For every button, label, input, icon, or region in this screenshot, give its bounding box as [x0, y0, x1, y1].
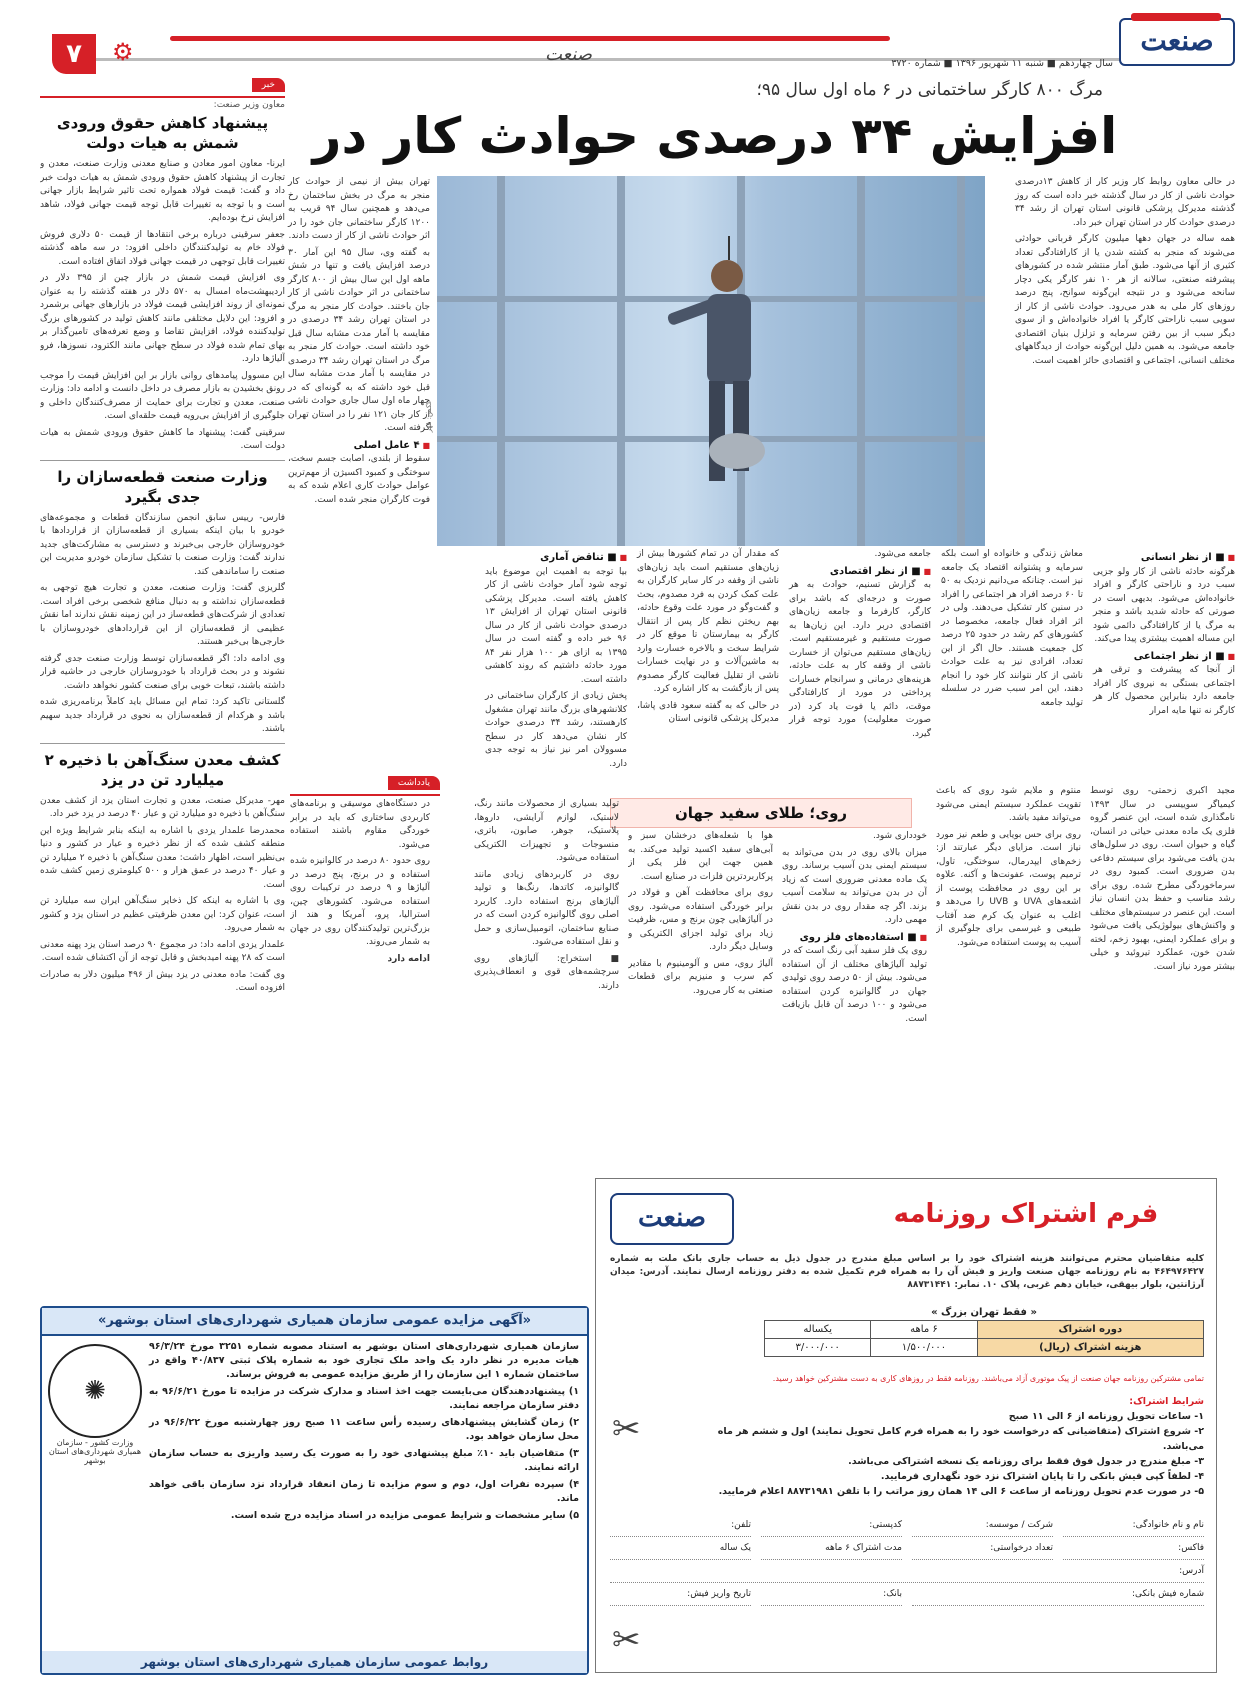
scissors-icon: ✂ — [612, 1620, 641, 1660]
page-number: ۷ — [52, 34, 96, 74]
sidebar — [40, 78, 285, 1298]
company-field[interactable]: شرکت / موسسه: — [912, 1514, 1053, 1537]
sidebar-story3-p: محمدرضا علمدار یزدی با اشاره به اینکه بنابر شرایط ویژه این منطقه کشف شده که از نظر ذخیره و عیار در کشور و دنیا بی‌نظیر است، اظهار داشت: معدن سنگ‌آهن با ذخیره ۲ میلیارد تن و عیار ۴۰ درصد در عمق هزار و ۵۰۰ کیلومتری زمین کشف شده است. — [40, 825, 285, 890]
zinc-p: آلیاژ روی، مس و آلومینیوم با مقادیر کم سرب و منیزیم برای قطعات صنعتی به کار می‌رود. — [628, 958, 773, 996]
fax-field[interactable]: فاکس: — [1063, 1537, 1204, 1560]
lead-row-col-5 — [485, 548, 627, 774]
phone-field[interactable]: تلفن: — [610, 1514, 751, 1537]
zinc-p: تولید بسیاری از محصولات مانند رنگ، لاستیک، لوازم آرایشی، داروها، پلاستیک، جوهر، صابون، باتری، منسوجات و تجهیزات الکتریکی استفاده می‌شود. — [474, 799, 619, 863]
subscription-title: فرم اشتراک روزنامه — [893, 1199, 1159, 1229]
scissors-icon: ✂ — [612, 1409, 641, 1449]
zinc-col-1 — [1090, 785, 1235, 1170]
subscription-logo: صنعت — [610, 1193, 734, 1245]
zinc-p: خودداری شود. — [872, 831, 927, 841]
zinc-p: در دستگاه‌های موسیقی و برنامه‌های کاربردی ساختاری که باید در برابر خوردگی مقاوم باشند استفاده می‌شود. — [290, 799, 430, 850]
lead-subhead-economic: ■ ■ از نظر اقتصادی — [789, 565, 931, 579]
sidebar-story3-p: مهر- مدیرکل صنعت، معدن و تجارت استان یزد از کشف معدن سنگ‌آهن با ذخیره دو میلیارد تن و عیار ۴۰ درصد در یزد خبر داد. — [40, 795, 285, 819]
term-item: ۳- مبلغ مندرج در جدول فوق فقط برای روزنامه یک نسخه اشتراکی می‌باشد. — [848, 1456, 1204, 1467]
lead-col1-p2: همه ساله در جهان دهها میلیون کارگر قربانی حوادثی می‌شوند که منجر به کشته شدن یا از کارافتادگی تعداد کثیری از آنها می‌شود. طبق آمار منتشر شده در کشورهای پیشرفته صنعتی، سالانه از هر ۱۰ نفر کارگر یکی دچار سانحه می‌شود و در نتیجه این‌گونه سوانح، پنج درصد روزهای کار ملی به هدر می‌رود. حوادث ناشی از کار از سویی سبب ناراحتی کارگر یا افراد خانواده‌اش و از سوی دیگر سبب از بین رفتن سرمایه و تزلزل بنیان اقتصادی جامعه می‌شود. به همین دلیل این‌گونه حوادث از دیدگاههای مختلف انسانی، اجتماعی و اقتصادی حائز اهمیت است. — [1015, 234, 1235, 366]
newspaper-logo — [1119, 18, 1235, 66]
sidebar-section-tag: خبر — [252, 78, 285, 92]
bank-field[interactable]: بانک: — [761, 1583, 902, 1606]
subscription-fields — [610, 1514, 1204, 1606]
lead-row-p: به گزارش تسنیم، حوادث به هر صورت و درجه‌ای که باشد برای کارگر، کارفرما و جامعه زیان‌های اقتصادی دربر دارد. این زیان‌ها به صورت مستقیم و غیرمستقیم است. زیان‌های مستقیم می‌توان از خسارت ناشی از وقفه کار به علت حادثه، هزینه‌های درمانی و سرانجام خسارات پرداختی در مورد از کارافتادگی موقت، دائم یا فوت یاد کرد (در صورت معلولیت) مورد توجه قرار گیرد. — [789, 580, 931, 739]
sidebar-story2-p: فارس- رییس سابق انجمن سازندگان قطعات و مجموعه‌های خودرو با بیان اینکه بسیاری از قطعه‌سازان از قراردادها با خودروسازان خارجی بی‌خبرند و دسترسی به مشارکت‌های جدید ندارند گفت: وزارت صنعت با تشکیل سازمان خودرو مدیریت این صنعت را ساماندهی کند. — [40, 512, 285, 577]
zinc-p: ■ استخراج: آلیاژهای روی سرچشمه‌های قوی و انعطاف‌پذیری دارند. — [474, 953, 619, 991]
receipt-number-field[interactable]: شماره فیش بانکی: — [912, 1583, 1204, 1606]
sidebar-story1-p: سرقینی گفت: پیشنهاد ما کاهش حقوق ورودی شمش به هیات دولت است. — [40, 427, 285, 451]
cost-cell: ۱/۵۰۰/۰۰۰ — [871, 1339, 977, 1357]
sidebar-divider — [40, 743, 285, 744]
sidebar-divider — [40, 460, 285, 461]
photo-credit: عکس: مهر — [425, 400, 433, 433]
lead-subhead-social: ■ ■ از نظر اجتماعی — [1093, 650, 1235, 664]
sidebar-story2-p: گلریزی گفت: وزارت صنعت، معدن و تجارت هیچ توجهی به قطعه‌سازان نداشته و به دنبال منافع شخصی برخی افراد است. تعدادی از شرکت‌های قطعه‌ساز در این زمینه نقش ندارند اما نقش عظیمی از قطعه‌سازان از این قراردادهای خودروسازان با خارجی‌ها بی‌خبر هستند. — [40, 583, 285, 647]
lead-row-p: در حالی که به گفته سعود قادی پاشا، مدیرکل پزشکی قانونی استان — [637, 700, 779, 724]
zinc-p: روی حدود ۸۰ درصد در کالوانیزه شده استفاده و در برنج، پنج درصد در آلیاژها و ۹ درصد در ترکیبات روی استفاده می‌شود. کشورهای چین، استرالیا، پرو، آمریکا و هند از بزرگ‌ترین تولیدکنندگان روی در جهان به شمار می‌روند. — [290, 856, 430, 947]
photo-mullion — [497, 176, 505, 546]
sidebar-story3-p: وی گفت: ماده معدنی در یزد بیش از ۴۹۶ میلیون دلار به صادرات افزوده است. — [40, 969, 285, 993]
ministry-emblem-icon: ✺ — [48, 1344, 142, 1438]
subscription-intro: کلیه متقاضیان محترم می‌توانند هزینه اشتراک خود را بر اساس مبلغ مندرج در جدول ذیل به حساب جاری بانک ملت به شماره ۴۶۴۹۷۶۴۲۷ به نام روزنامه جهان صنعت واریز و فیش آن را به همراه فرم تکمیل شده به دفتر روزنامه ارسال نمایند. آدرس: میدان آرژانتین، بلوار بیهقی، خیابان دهم غربی، پلاک ۱۰. نمابر: ۸۸۷۳۱۴۴۱ — [610, 1254, 1204, 1290]
masthead-title: صنعت — [545, 44, 593, 65]
six-month-checkbox[interactable]: مدت اشتراک ۶ ماهه — [761, 1537, 902, 1560]
zinc-subhead: ■ ■ استفاده‌های فلز روی — [782, 931, 927, 945]
lead-row-p: بیا توجه به اهمیت این موضوع باید توجه شود آمار حوادث ناشی از کار کاهش یافته است. مدیرکل پزشکی قانونی استان تهران از افزایش ۱۳ درصدی حوادث ناشی از کار در سال ۹۶ خبر داده و گفته است در سال ۱۳۹۵ به ازای هر ۱۰۰ هزار نفر ۸۴ مورد حادثه داشتیم که روند کاهشی داشته است. — [485, 566, 627, 685]
zinc-p: روی برای حس بویایی و طعم نیز مورد نیاز است. مزایای دیگر عبارتند از: زخم‌های ایپدرمال، سوختگی، تاول، ترمیم پوست، عفونت‌ها و آکنه. علاوه بر این روی در محافظت پوست از اشعه‌های UVA و UVB را می‌دهد و اغلب به عنوان یک کرم ضد آفتاب طبیعی و غیرسمی برای جلوگیری از آسیب به پوست استفاده می‌شود. — [936, 829, 1081, 948]
auction-ad-title: «آگهی مزایده عمومی سازمان همیاری شهرداری‌های استان بوشهر» — [42, 1308, 587, 1336]
lead-row-p: جامعه می‌شود. — [874, 549, 931, 559]
price-table-title: « فقط تهران بزرگ » — [931, 1307, 1037, 1318]
auction-line: ۱) پیشنهاددهندگان می‌بایست جهت اخذ اسناد و مدارک شرکت در مزایده تا مورخ ۹۶/۶/۲۱ به دفتر سازمان مراجعه نمایند. — [149, 1386, 579, 1411]
gear-icon: ⚙ — [112, 38, 134, 66]
postal-code-field[interactable]: کدپستی: — [761, 1514, 902, 1537]
photo-mullion — [617, 176, 625, 546]
sidebar-story1-p: جعفر سرقینی درباره برخی انتقادها از قیمت ۵۰ دلاری فروش فولاد خام به تولیدکنندگان داخلی افزود: در سه ماهه گذشته تغییرات قابل توجهی در قیمت جهانی فولاد اتفاق افتاده است. — [40, 229, 285, 267]
lead-col-2 — [288, 176, 430, 510]
subscription-form — [595, 1178, 1217, 1673]
sidebar-story2-p: وی ادامه داد: اگر قطعه‌سازان توسط وزارت صنعت جدی گرفته نشوند و در بحث قرارداد با خودروسازان خارجی در حاشیه قرار داشته باشند، تبعات خوبی برای صنعت کشور نخواهد داشت. — [40, 653, 285, 691]
zinc-continued: ادامه دارد — [387, 953, 430, 964]
price-table-wrap — [764, 1307, 1204, 1357]
auction-line: ۳) متقاضیان باید ۱۰٪ مبلغ پیشنهادی خود را به صورت یک رسید واریزی به حساب سازمان ارائه نمایند. — [149, 1448, 579, 1473]
zinc-p: روی در کاربردهای زیادی مانند گالوانیزه، کاتدها، رنگ‌ها و تولید آلیاژهای برنج استفاده دارد. کاربرد اصلی روی گالوانیزه کردن است که در صنایع ساختمان، اتومبیل‌سازی و حمل و نقل استفاده می‌شود. — [474, 869, 619, 947]
auction-org-label: وزارت کشور - سازمان همیاری شهرداری‌های استان بوشهر — [48, 1438, 142, 1465]
logo-cap — [1131, 13, 1221, 21]
lead-col1-p1: در حالی معاون روابط کار وزیر کار از کاهش ۱۳درصدی حوادث ناشی از کار در سال گذشته خبر داده است که روز گذشته مدیرکل پزشکی قانونی استان تهران از رشد ۳۴ درصدی حوادث کار در استان تهران خبر داد. — [1015, 177, 1235, 228]
sidebar-story3-title: کشف معدن سنگ‌آهن با ذخیره ۲ میلیارد تن در یزد — [44, 750, 281, 789]
lead-row-p: معاش زندگی و خانواده او است بلکه سرمایه و پشتوانه اقتصاد یک جامعه نیز است. چنانکه می‌دانیم نزدیک به ۵۰ تا ۶۰ درصد افراد هر اجتماعی را افراد در سنین کار تشکیل می‌دهند. ولی در اثر افراد فعال جامعه، مخصوصا در کشورهای کم رشد در حدود ۲۵ درصد کل جمعیت هستند. حال اگر از این تعداد، افرادی نیز به علت حوادث ناشی از کار نتوانند کار خود را انجام دهند، این امر سبب ضرر در سلسله تولید جامعه — [941, 549, 1083, 708]
period-header: دوره اشتراک — [977, 1321, 1203, 1339]
subscription-note: تمامی مشترکین روزنامه جهان صنعت از پیک موتوری آزاد می‌باشند. روزنامه فقط در روزهای کاری به دست مشترکین خواهد رسید. — [772, 1374, 1204, 1383]
issue-line: سال چهاردهم ■ شنبه ۱۱ شهریور ۱۳۹۶ ■ شماره ۳۷۲۰ — [891, 58, 1113, 69]
zinc-col-3 — [782, 830, 927, 1170]
period-cell: یکساله — [765, 1321, 871, 1339]
address-field[interactable]: آدرس: — [610, 1560, 1204, 1583]
zinc-p: روی یک فلز سفید آبی رنگ است که در تولید آلیاژهای مختلف از آن استفاده می‌شود. بیش از ۵۰ درصد روی تولیدی جهان در گالوانیزه کردن استفاده می‌شود و ۱۰۰ درصد آن قابل بازیافت است. — [782, 946, 927, 1024]
terms-title: شرایط اشتراک: — [1129, 1396, 1204, 1407]
window-cleaner-figure — [637, 236, 787, 536]
subscription-terms — [684, 1394, 1204, 1499]
deposit-date-field[interactable]: تاریخ واریز فیش: — [610, 1583, 751, 1606]
lead-row-p: پخش زیادی از کارگران ساختمانی در کلانشهرهای بزرگ مانند تهران مشغول کارهستند، رشد ۳۴ درصدی حوادث کار نشان می‌دهد کار در سطح مسوولان امر نیز نیاز به توجه جدی دارد. — [485, 691, 627, 769]
lead-photo — [437, 176, 985, 546]
sidebar-story1-p: وی افزایش قیمت شمش در بازار چین از ۳۹۵ دلار در اردیبهشت‌ماه امسال به ۵۷۰ دلار در هفته گذشته را به عنوان نمونه‌ای از روند افزایشی قیمت فولاد در بازارهای جهانی برشمرد و افزود: این دلایل مختلفی مانند کاهش تولید در کشورهای بزرگ تولیدکننده فولاد، افزایش تقاضا و وضع تعرفه‌های تامین‌گذار بر بهای تمام شده فولاد در سطح جهانی مانند الکترود، نسوزها، فرو آلیاژها دارد. — [40, 273, 285, 364]
quantity-field[interactable]: تعداد درخواستی: — [912, 1537, 1053, 1560]
zinc-p: میزان بالای روی در بدن می‌تواند به سیستم ایمنی بدن آسیب برساند. روی یک ماده معدنی ضروری است که زیاد آن در بدن می‌تواند به سلامت آسیب بزند. اگر چه مقدار روی در بدن نقش مهمی دارد. — [782, 847, 927, 925]
sidebar-story2-title: وزارت صنعت قطعه‌سازان را جدی بگیرد — [57, 467, 268, 506]
term-item: ۵- در صورت عدم تحویل روزنامه از ساعت ۶ الی ۱۴ همان روز مراتب را با تلفن ۸۸۷۳۱۹۸۱ اعلام فرمایید. — [718, 1486, 1204, 1497]
term-item: ۱- ساعات تحویل روزنامه از ۶ الی ۱۱ صبح — [1008, 1411, 1204, 1422]
auction-line: ۲) زمان گشایش پیشنهادهای رسیده رأس ساعت ۱۱ صبح روز چهارشنبه مورخ ۹۶/۶/۲۲ در محل سازمان خواهد بود. — [149, 1417, 579, 1442]
auction-ad — [40, 1306, 589, 1675]
name-field[interactable]: نام و نام خانوادگی: — [1063, 1514, 1204, 1537]
sidebar-story1-p: ایرنا- معاون امور معادن و صنایع معدنی وزارت صنعت، معدن و تجارت از پیشنهاد کاهش حقوق ورودی شمش به هیات دولت خبر داد و گفت: قیمت فولاد همواره تحت تاثیر شرایط بازار جهانی است و با توجه به تغییرات قابل توجه قیمت جهانی فولاد، شاهد افزایش نرخ بوده‌ایم. — [40, 159, 285, 223]
lead-row-col-2 — [941, 548, 1083, 713]
auction-ad-footer: روابط عمومی سازمان همیاری شهرداری‌های استان بوشهر — [42, 1651, 587, 1673]
zinc-title: روی؛ طلای سفید جهان — [610, 798, 912, 828]
lead-headline: افزایش ۳۴ درصدی حوادث کار در — [312, 107, 1118, 165]
term-item: ۲- شروع اشتراک (متقاضیانی که درخواست خود را به همراه فرم کامل تحویل نمایند) اول و ششم هر ماه می‌باشد. — [717, 1426, 1204, 1452]
zinc-p: منتوم و ملایم شود روی که باعث تقویت عملکرد سیستم ایمنی می‌شود می‌تواند مفید باشد. — [936, 786, 1081, 823]
lead-row-p: که مقدار آن در تمام کشورها بیش از زیان‌های مستقیم است باید زیان‌های ناشی از وقفه در کار سایر کارگران به علت کمک کردن به فرد مصدوم، بحث و گفت‌وگو در مورد علت وقوع حادثه، بهم ریختن نظم کار پس از انتقال کارگر به بیمارستان تا موقع کار در شرایط سخت و بالاخره خسارت وارد به ماشین‌آلات و در نهایت خسارات ناشی از تقلیل فعالیت کارگر مصدوم پس از بازگشت به کار اشاره کرد. — [637, 549, 779, 694]
lead-row-col-3 — [789, 548, 931, 744]
price-table — [764, 1320, 1204, 1357]
lead-col2-p3: سقوط از بلندی، اصابت جسم سخت، سوختگی و کمبود اکسیژن از مهم‌ترین عوامل حوادث کاری اعلام شده که به فوت کارگران منجر شده است. — [288, 454, 430, 505]
auction-line: سازمان همیاری شهرداری‌های استان بوشهر به استناد مصوبه شماره ۳۲۵۱ مورخ ۹۶/۳/۲۴ هیات مدیره در نظر دارد یک واحد ملک تجاری خود به شماره پلاک ثبتی ۴۰/۸۳۷ واقع در ساختمان شماره ۱ این سازمان را از طریق مزایده عمومی به فروش برساند. — [149, 1341, 579, 1380]
lead-col-1 — [1015, 176, 1235, 371]
auction-line: ۴) سپرده نفرات اول، دوم و سوم مزایده تا زمان انعقاد قرارداد نزد سازمان باقی خواهد ماند. — [149, 1479, 579, 1504]
cost-header: هزینه اشتراک (ریال) — [977, 1339, 1203, 1357]
logo-text: صنعت — [1140, 24, 1214, 57]
sidebar-story3-p: علمدار یزدی ادامه داد: در مجموع ۹۰ درصد استان یزد پهنه معدنی است که ۲۸ پهنه امیدبخش و قابل توجه از آن اکتشاف شده است. — [40, 939, 285, 963]
zinc-section-tag: یادداشت — [388, 776, 440, 790]
lead-row-p: از آنجا که پیشرفت و ترقی هر اجتماعی بستگی به نیروی کار افراد جامعه دارد بنابراین محصول کار هر کارگر نه تنها مایه امرار — [1093, 665, 1235, 716]
zinc-p: هوا با شعله‌های درخشان سبز و آبی‌های سفید اکسید تولید می‌کند. به همین جهت این فلز یکی از پرکاربردترین فلزات در صنایع است. — [628, 831, 773, 882]
lead-row-p: هرگونه حادثه ناشی از کار ولو جزیی سبب درد و ناراحتی کارگر و افراد خانواده‌اش می‌شود. بدیهی است در صورتی که حادثه شدید باشد و منجر به مرگ یا از کارافتادگی دائمی شود این مساله اهمیت بیشتری پیدا می‌کند. — [1093, 566, 1235, 644]
sidebar-story1-title: پیشنهاد کاهش حقوق ورودی شمش به هیات دولت — [56, 114, 269, 152]
lead-row-col-4 — [637, 548, 779, 730]
one-year-checkbox[interactable]: یک ساله — [610, 1537, 751, 1560]
lead-subhead-human: ■ ■ از نظر انسانی — [1093, 551, 1235, 565]
auction-line: ۵) سایر مشخصات و شرایط عمومی مزایده در اسناد مزایده درج شده است. — [230, 1510, 579, 1521]
lead-subhead-contradiction: ■ ■ تناقض آماری — [485, 551, 627, 565]
lead-row-col-1 — [1093, 548, 1235, 721]
sidebar-section-label — [40, 78, 285, 98]
zinc-col-2 — [936, 785, 1081, 1170]
zinc-col-4 — [628, 830, 773, 1170]
zinc-p: مجید اکبری زحمتی- روی توسط کیمیاگر سوییسی در سال ۱۴۹۳ نامگذاری شده است، این عنصر گروه فلزی یک ماده معدنی حیاتی در انسان، گیاه و حیوان است. روی در سلول‌های بدن یافت می‌شود برای سیستم دفاعی بدن ضروری است. کمبود روی در سرماخوردگی مطرح شده. روی برای رشد مناسب و حفظ بدن انسان نیاز است. این عنصر در سیستم‌های مختلف و واکنش‌های بیولوژیکی یافت می‌شود و برای عملکرد ایمنی، بهبود زخم، لخته شدن خون، عملکرد تیروئید و خیلی بیشتر مورد نیاز است. — [1090, 786, 1235, 972]
lead-kicker: مرگ ۸۰۰ کارگر ساختمانی در ۶ ماه اول سال ۹۵؛ — [756, 80, 1103, 100]
sidebar-story3-p: وی با اشاره به اینکه کل ذخایر سنگ‌آهن ایران سه میلیارد تن است، عنوان کرد: این معدن ظرفیتی عظیم در استان یزد و کشور به شمار می‌رود. — [40, 896, 285, 933]
zinc-p: روی برای محافظت آهن و فولاد در برابر خوردگی استفاده می‌شود. روی در آلیاژهایی چون برنج و مس، ظرفیت زیاد برای تولید اجزای الکتریکی و وسایل دیگر دارد. — [628, 888, 773, 952]
lead-col2-p2: به گفته وی، سال ۹۵ این آمار ۳۰ درصد افزایش یافت و تنها در شش ماهه اول این سال بیش از ۸۰۰ کارگر ساختمانی در اثر حوادث ناشی از کار جان باختند. حوادث کار منجر به مرگ در استان تهران رشد ۳۴ درصدی در مقایسه با آمار مدت مشابه سال قبل خود داشته است. حوادث کار منجر به مرگ در استان تهران رشد ۳۴ درصدی در مقایسه با آمار مدت مشابه سال قبل خود داشته که به گونه‌ای که در چهار ماه اول سال جاری حوادث ناشی از کار جان ۱۲۱ نفر را در استان تهران گرفته است. — [288, 247, 431, 433]
term-item: ۴- لطفاً کپی فیش بانکی را تا پایان اشتراک نزد خود نگهداری فرمایید. — [880, 1471, 1204, 1482]
header-red-bar — [170, 36, 890, 41]
zinc-col-6 — [290, 798, 430, 1298]
photo-mullion — [957, 176, 965, 546]
sidebar-kicker: معاون وزیر صنعت: — [213, 100, 285, 110]
photo-mullion — [857, 176, 865, 546]
sidebar-story1-p: این مسوول پیامدهای روانی بازار بر این افزایش قیمت را موجب رونق بخشیدن به بازار مصرف در داخل دانست و ادامه داد: وزارت صنعت، معدن و تجارت برای حمایت از مصرف‌کنندگان داخلی و جلوگیری از افزایش بی‌رویه قیمت حلقه‌ای است. — [40, 370, 285, 421]
cost-cell: ۳/۰۰۰/۰۰۰ — [765, 1339, 871, 1357]
sidebar-story2-p: گلستانی تاکید کرد: تمام این مسائل باید کاملاً برنامه‌ریزی شده باشد و هرکدام از قطعه‌سازان به نحوی در قرارداد جدید سهیم باشند. — [40, 697, 285, 734]
period-cell: ۶ ماهه — [871, 1321, 977, 1339]
lead-col2-subhead: ■ ۴ عامل اصلی — [288, 439, 430, 453]
lead-col2-p1: تهران بیش از نیمی از حوادث کار منجر به مرگ در بخش ساختمان رخ می‌دهد و همچنین سال ۹۴ قریب به ۱۲۰۰ کارگر ساختمانی جان خود را در اثر حوادث ناشی از کار از دست دادند. — [288, 177, 430, 241]
